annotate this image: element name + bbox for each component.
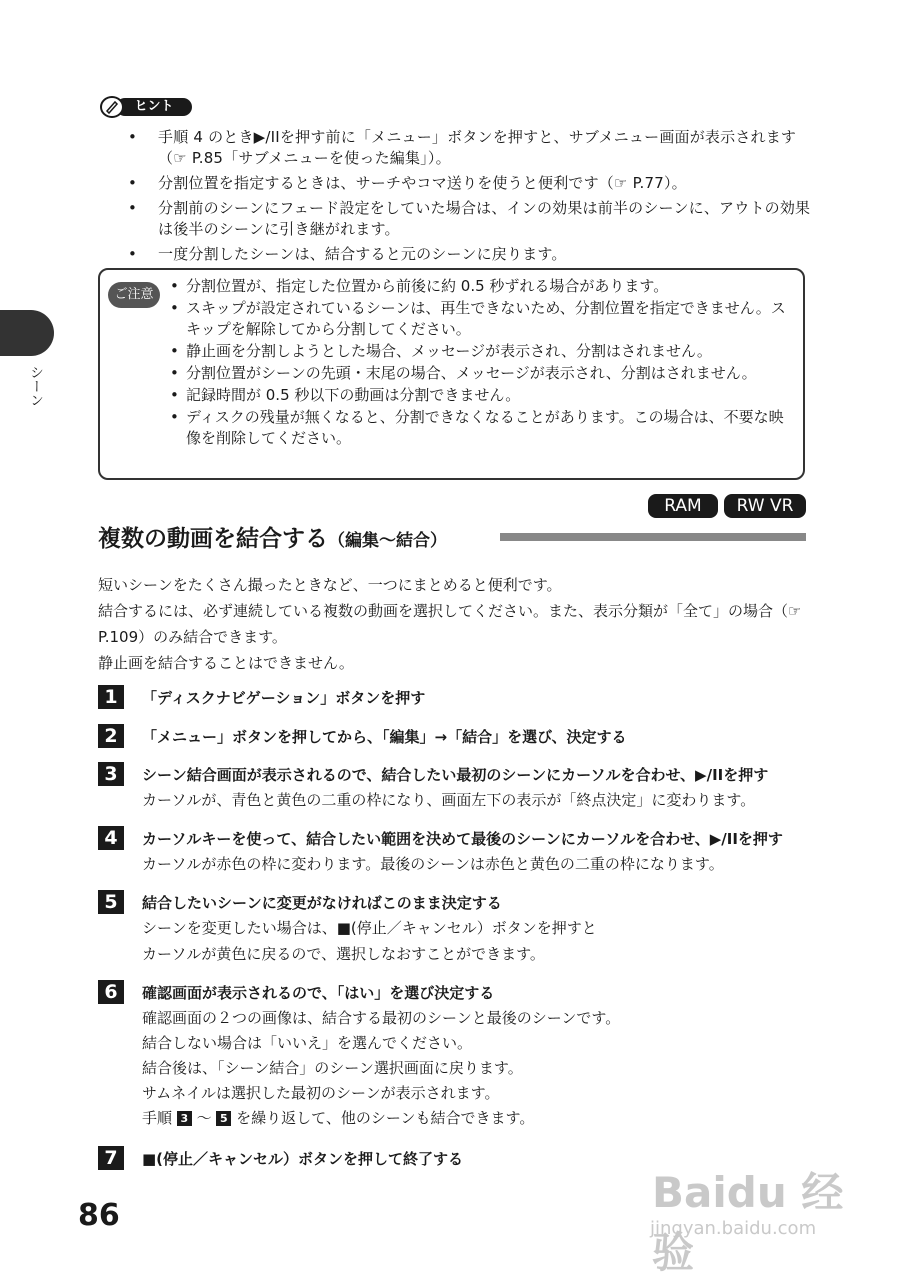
caution-item: • 記録時間が 0.5 秒以下の動画は分割できません。: [168, 385, 796, 406]
step-text: カーソルが、青色と黄色の二重の枠になり、画面左下の表示が「終点決定」に変わります。: [142, 791, 756, 809]
step-number: 3: [98, 762, 124, 786]
intro-line: 短いシーンをたくさん撮ったときなど、一つにまとめると便利です。: [98, 576, 562, 594]
tag-ram: RAM: [648, 494, 718, 518]
hint-item: • 分割前のシーンにフェード設定をしていた場合は、インの効果は前半のシーンに、アウトの効果は後半のシーンに引き継がれます。: [128, 198, 813, 240]
step-heading: ■(停止／キャンセル）ボタンを押して終了する: [142, 1150, 464, 1168]
pencil-icon: [100, 96, 124, 118]
step-text: 結合後は、「シーン結合」のシーン選択画面に戻ります。: [142, 1059, 523, 1077]
step-ref-prefix: 手順: [142, 1109, 173, 1127]
step-number: 1: [98, 685, 124, 709]
step-heading: 確認画面が表示されるので、「はい」を選び決定する: [142, 984, 495, 1002]
caution-item: • 静止画を分割しようとした場合、メッセージが表示され、分割はされません。: [168, 341, 796, 362]
step-number: 6: [98, 980, 124, 1004]
hint-item: • 分割位置を指定するときは、サーチやコマ送りを使うと便利です（☞ P.77）。: [128, 173, 813, 194]
step-heading: 結合したいシーンに変更がなければこのまま決定する: [142, 894, 502, 912]
hint-item: • 一度分割したシーンは、結合すると元のシーンに戻ります。: [128, 244, 813, 265]
step-number: 2: [98, 724, 124, 748]
step-text: サムネイルは選択した最初のシーンが表示されます。: [142, 1084, 500, 1102]
section-title-sub: （編集～結合）: [328, 531, 447, 551]
hint-list: [128, 127, 813, 269]
caution-item: • ディスクの残量が無くなると、分割できなくなることがあります。この場合は、不要な映像を削除してください。: [168, 407, 796, 449]
step-heading: シーン結合画面が表示されるので、結合したい最初のシーンにカーソルを合わせ、▶/IIを押す: [142, 766, 769, 784]
step-text: シーンを変更したい場合は、■(停止／キャンセル）ボタンを押すと: [142, 919, 597, 937]
step-number: 4: [98, 826, 124, 850]
hint-label: ヒント: [116, 98, 192, 116]
caution-list: [168, 276, 796, 450]
step-ref-tilde: ～: [196, 1109, 212, 1127]
step-heading: 「メニュー」ボタンを押してから、「編集」→「結合」を選び、決定する: [142, 728, 627, 746]
title-rule: [500, 533, 806, 541]
section-title-main: 複数の動画を結合する: [98, 526, 328, 552]
watermark-url: jingyan.baidu.com: [650, 1218, 817, 1239]
step-heading: カーソルキーを使って、結合したい範囲を決めて最後のシーンにカーソルを合わせ、▶/IIを押す: [142, 830, 783, 848]
caution-item: • 分割位置がシーンの先頭・末尾の場合、メッセージが表示され、分割はされません。: [168, 363, 796, 384]
caution-item: • スキップが設定されているシーンは、再生できないため、分割位置を指定できません。スキップを解除してから分割してください。: [168, 298, 796, 340]
step-text: 確認画面の２つの画像は、結合する最初のシーンと最後のシーンです。: [142, 1009, 621, 1027]
caution-item: • 分割位置が、指定した位置から前後に約 0.5 秒ずれる場合があります。: [168, 276, 796, 297]
step-text-repeat: [142, 1106, 807, 1131]
watermark-logo: Baidu 经验: [652, 1168, 844, 1277]
step-ref-suffix: を繰り返して、他のシーンも結合できます。: [236, 1109, 535, 1127]
side-label: シーン: [28, 365, 44, 407]
intro-line: 静止画を結合することはできません。: [98, 654, 354, 672]
section-title: [98, 524, 447, 556]
step-text: カーソルが赤色の枠に変わります。最後のシーンは赤色と黄色の二重の枠になります。: [142, 855, 724, 873]
page-number: 86: [78, 1198, 120, 1233]
step-number: 5: [98, 890, 124, 914]
tag-rw-vr: RW VR: [724, 494, 806, 518]
hint-badge: [100, 96, 192, 118]
step-ref-box: 3: [177, 1111, 192, 1126]
step-text: カーソルが黄色に戻るので、選択しなおすことができます。: [142, 945, 545, 963]
step-text: 結合しない場合は「いいえ」を選んでください。: [142, 1034, 473, 1052]
caution-badge: ご注意: [108, 282, 160, 308]
step-ref-box: 5: [216, 1111, 231, 1126]
hint-item: • 手順 4 のとき▶/IIを押す前に「メニュー」ボタンを押すと、サブメニュー画面が表示されます（☞ P.85「サブメニューを使った編集」）。: [128, 127, 813, 169]
step-number: 7: [98, 1146, 124, 1170]
step-heading: 「ディスクナビゲーション」ボタンを押す: [142, 689, 426, 707]
side-tab: [0, 310, 54, 356]
intro-line: 結合するには、必ず連続している複数の動画を選択してください。また、表示分類が「全て」の場合（☞ P.109）のみ結合できます。: [98, 602, 802, 646]
watermark: [640, 1160, 860, 1277]
